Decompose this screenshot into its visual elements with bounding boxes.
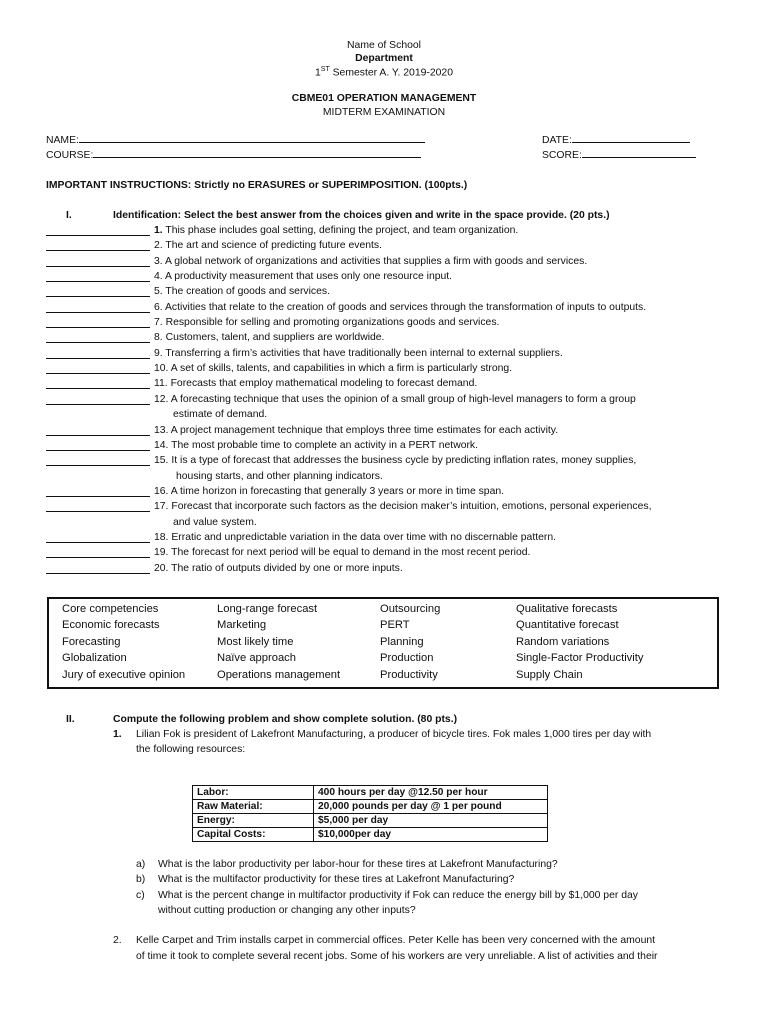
question-text: A set of skills, talents, and capabilities in which a firm is particularly strong. bbox=[170, 363, 513, 374]
answer-blank[interactable] bbox=[46, 240, 150, 251]
question-item bbox=[154, 286, 330, 297]
subquestion-text-continued: without cutting production or changing any other inputs? bbox=[158, 905, 416, 916]
part2-heading: Compute the following problem and show complete solution. (80 pts.) bbox=[113, 714, 458, 725]
choice-term: Long-range forecast bbox=[217, 603, 318, 615]
choice-term: Economic forecasts bbox=[62, 619, 160, 631]
question-number: 13. bbox=[154, 425, 169, 436]
choice-term: Production bbox=[380, 652, 434, 664]
problem1-line2: the following resources: bbox=[136, 744, 246, 755]
question-text: The forecast for next period will be equal to demand in the most recent period. bbox=[171, 547, 531, 558]
question-number: 8. bbox=[154, 332, 163, 343]
question-item bbox=[154, 302, 646, 313]
question-text: Erratic and unpredictable variation in the data over time with no discernable pattern. bbox=[171, 532, 557, 543]
choice-term: PERT bbox=[380, 619, 410, 631]
question-number: 20. bbox=[154, 563, 169, 574]
question-number: 12. bbox=[154, 394, 169, 405]
question-item bbox=[154, 317, 499, 328]
question-text: This phase includes goal setting, defining the project, and team organization. bbox=[165, 225, 519, 236]
resource-row bbox=[193, 814, 548, 828]
question-text: A time horizon in forecasting that generally 3 years or more in time span. bbox=[170, 486, 505, 497]
resource-label: Capital Costs: bbox=[193, 828, 314, 842]
question-item bbox=[154, 271, 452, 282]
name-line[interactable] bbox=[79, 133, 425, 143]
question-item bbox=[154, 363, 512, 374]
department: Department bbox=[355, 53, 413, 64]
answer-blank[interactable] bbox=[46, 363, 150, 374]
question-item bbox=[154, 501, 652, 512]
question-item bbox=[154, 348, 563, 359]
semester bbox=[0, 66, 768, 78]
resources-table bbox=[192, 785, 548, 842]
choice-term: Quantitative forecast bbox=[516, 619, 619, 631]
question-item bbox=[154, 240, 382, 251]
question-text: A project management technique that employs three time estimates for each activity. bbox=[170, 425, 559, 436]
question-item bbox=[154, 440, 478, 451]
choice-term: Outsourcing bbox=[380, 603, 441, 615]
question-number: 10. bbox=[154, 363, 169, 374]
choice-term: Naïve approach bbox=[217, 652, 296, 664]
question-text: Customers, talent, and suppliers are worldwide. bbox=[165, 332, 385, 343]
answer-blank[interactable] bbox=[46, 286, 150, 297]
choice-term: Jury of executive opinion bbox=[62, 669, 186, 681]
date-line[interactable] bbox=[572, 133, 690, 143]
answer-blank[interactable] bbox=[46, 332, 150, 343]
resource-value: $10,000per day bbox=[314, 828, 548, 842]
question-item bbox=[154, 532, 556, 543]
answer-blank[interactable] bbox=[46, 394, 150, 405]
question-item bbox=[154, 394, 636, 405]
question-text: The ratio of outputs divided by one or more inputs. bbox=[171, 563, 403, 574]
date-field[interactable] bbox=[542, 133, 690, 146]
answer-blank[interactable] bbox=[46, 532, 150, 543]
problem1-number: 1. bbox=[113, 729, 122, 740]
question-text-continued: housing starts, and other planning indicators. bbox=[176, 471, 383, 482]
choice-term: Core competencies bbox=[62, 603, 159, 615]
question-item bbox=[154, 256, 587, 267]
question-number: 19. bbox=[154, 547, 169, 558]
choices-box bbox=[47, 597, 719, 689]
question-item bbox=[154, 225, 518, 236]
important-instructions: IMPORTANT INSTRUCTIONS: Strictly no ERASURES or SUPERIMPOSITION. (100pts.) bbox=[46, 180, 468, 191]
answer-blank[interactable] bbox=[46, 302, 150, 313]
name-label: NAME: bbox=[46, 135, 79, 146]
question-number: 16. bbox=[154, 486, 169, 497]
problem2-line1: Kelle Carpet and Trim installs carpet in commercial offices. Peter Kelle has been very concerned with the amount bbox=[136, 935, 656, 946]
question-number: 7. bbox=[154, 317, 163, 328]
score-field[interactable] bbox=[542, 148, 696, 161]
resource-value: 20,000 pounds per day @ 1 per pound bbox=[314, 800, 548, 814]
question-item bbox=[154, 486, 504, 497]
question-text: Forecasts that employ mathematical modeling to forecast demand. bbox=[170, 378, 478, 389]
question-text: Activities that relate to the creation of goods and services through the transformation of inputs to outputs. bbox=[165, 302, 647, 313]
name-field[interactable] bbox=[46, 133, 425, 146]
answer-blank[interactable] bbox=[46, 455, 150, 466]
answer-blank[interactable] bbox=[46, 271, 150, 282]
answer-blank[interactable] bbox=[46, 225, 150, 236]
question-text: The creation of goods and services. bbox=[165, 286, 330, 297]
resource-row bbox=[193, 828, 548, 842]
choice-term: Globalization bbox=[62, 652, 127, 664]
question-text: A forecasting technique that uses the opinion of a small group of high-level managers to form a group bbox=[170, 394, 636, 405]
question-item bbox=[154, 547, 530, 558]
course-label: COURSE: bbox=[46, 150, 94, 161]
answer-blank[interactable] bbox=[46, 440, 150, 451]
choice-term: Random variations bbox=[516, 636, 610, 648]
answer-blank[interactable] bbox=[46, 563, 150, 574]
answer-blank[interactable] bbox=[46, 348, 150, 359]
problem2-line2: of time it took to complete several recent jobs. Some of his workers are very unreliable. A list of activities and their bbox=[136, 951, 658, 962]
answer-blank[interactable] bbox=[46, 547, 150, 558]
question-text: A productivity measurement that uses only one resource input. bbox=[165, 271, 453, 282]
choice-term: Planning bbox=[380, 636, 424, 648]
answer-blank[interactable] bbox=[46, 425, 150, 436]
answer-blank[interactable] bbox=[46, 486, 150, 497]
question-text: It is a type of forecast that addresses the business cycle by predicting inflation rates, money supplies, bbox=[171, 455, 637, 466]
question-number: 3. bbox=[154, 256, 163, 267]
subquestion-letter: c) bbox=[136, 890, 145, 901]
date-label: DATE: bbox=[542, 135, 572, 146]
question-item bbox=[154, 378, 477, 389]
choice-term: Marketing bbox=[217, 619, 267, 631]
choice-term: Single-Factor Productivity bbox=[516, 652, 644, 664]
exam-title: MIDTERM EXAMINATION bbox=[322, 107, 446, 118]
school-name: Name of School bbox=[347, 40, 421, 51]
subquestion-text: What is the percent change in multifactor productivity if Fok can reduce the energy bill by $1,000 per day bbox=[158, 890, 638, 901]
question-number: 6. bbox=[154, 302, 163, 313]
question-text: Responsible for selling and promoting organizations goods and services. bbox=[165, 317, 500, 328]
question-text: The art and science of predicting future events. bbox=[165, 240, 382, 251]
resource-row bbox=[193, 786, 548, 800]
resource-value: $5,000 per day bbox=[314, 814, 548, 828]
question-item bbox=[154, 425, 558, 436]
subquestion-text: What is the multifactor productivity for these tires at Lakefront Manufacturing? bbox=[158, 874, 515, 885]
part1-numeral: I. bbox=[66, 210, 72, 221]
question-number: 2. bbox=[154, 240, 163, 251]
question-number: 4. bbox=[154, 271, 163, 282]
question-text: Forecast that incorporate such factors as the decision maker’s intuition, emotions, personal experiences, bbox=[171, 501, 652, 512]
resource-label: Labor: bbox=[193, 786, 314, 800]
part1-heading: Identification: Select the best answer from the choices given and write in the space provide. (20 pts.) bbox=[113, 210, 610, 221]
problem1-line1: Lilian Fok is president of Lakefront Manufacturing, a producer of bicycle tires. Fok males 1,000 tires per day with bbox=[136, 729, 652, 740]
semester-superscript: ST bbox=[320, 66, 330, 73]
semester-text: Semester A. Y. 2019-2020 bbox=[329, 67, 453, 79]
score-line[interactable] bbox=[582, 148, 696, 158]
answer-blank[interactable] bbox=[46, 317, 150, 328]
subquestion-letter: a) bbox=[136, 859, 146, 870]
choice-term: Forecasting bbox=[62, 636, 121, 648]
question-text: Transferring a firm’s activities that have traditionally been internal to external suppliers. bbox=[165, 348, 563, 359]
subquestion-letter: b) bbox=[136, 874, 146, 885]
choice-term: Productivity bbox=[380, 669, 438, 681]
choice-term: Operations management bbox=[217, 669, 341, 681]
answer-blank[interactable] bbox=[46, 501, 150, 512]
part2-numeral: II. bbox=[66, 714, 75, 725]
resource-row bbox=[193, 800, 548, 814]
question-text: A global network of organizations and activities that supplies a firm with goods and services. bbox=[165, 256, 588, 267]
question-item bbox=[154, 563, 403, 574]
question-number: 1. bbox=[154, 225, 163, 236]
question-number: 14. bbox=[154, 440, 169, 451]
question-number: 15. bbox=[154, 455, 169, 466]
answer-blank[interactable] bbox=[46, 378, 150, 389]
resource-label: Raw Material: bbox=[193, 800, 314, 814]
question-number: 17. bbox=[154, 501, 169, 512]
resource-label: Energy: bbox=[193, 814, 314, 828]
choice-term: Most likely time bbox=[217, 636, 294, 648]
answer-blank[interactable] bbox=[46, 256, 150, 267]
question-number: 18. bbox=[154, 532, 169, 543]
course-field[interactable] bbox=[46, 148, 421, 161]
question-number: 9. bbox=[154, 348, 163, 359]
question-number: 5. bbox=[154, 286, 163, 297]
resource-value: 400 hours per day @12.50 per hour bbox=[314, 786, 548, 800]
question-text-continued: and value system. bbox=[173, 517, 257, 528]
question-item bbox=[154, 455, 636, 466]
course-title: CBME01 OPERATION MANAGEMENT bbox=[291, 93, 477, 104]
question-item bbox=[154, 332, 384, 343]
course-line[interactable] bbox=[93, 148, 421, 158]
score-label: SCORE: bbox=[542, 150, 582, 161]
question-text: The most probable time to complete an activity in a PERT network. bbox=[171, 440, 479, 451]
choice-term: Supply Chain bbox=[516, 669, 583, 681]
subquestion-text: What is the labor productivity per labor-hour for these tires at Lakefront Manufacturing? bbox=[158, 859, 558, 870]
semester-number: 1 bbox=[315, 67, 321, 79]
problem2-number: 2. bbox=[113, 935, 122, 946]
question-number: 11. bbox=[154, 378, 168, 389]
question-text-continued: estimate of demand. bbox=[173, 409, 268, 420]
choice-term: Qualitative forecasts bbox=[516, 603, 618, 615]
